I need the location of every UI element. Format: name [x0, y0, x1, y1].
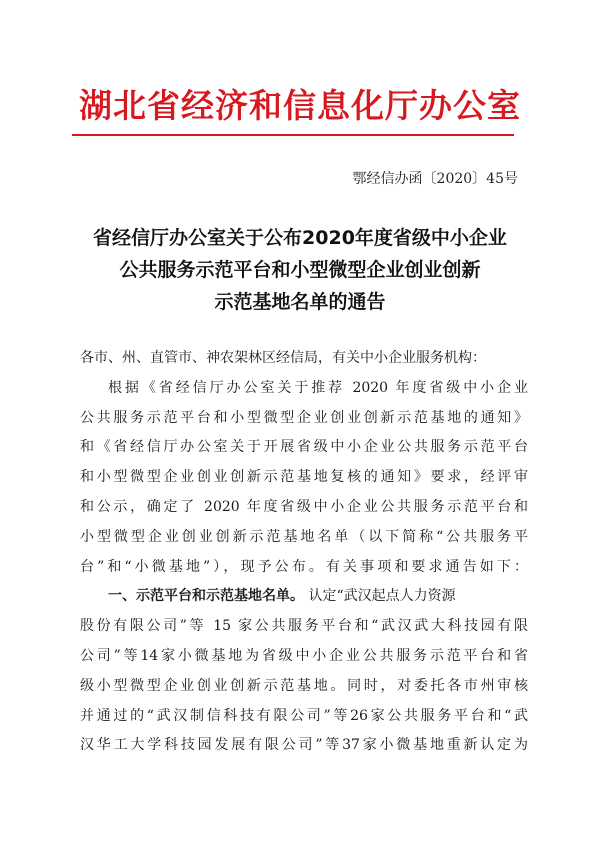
body-line: 级小型微型企业创业创新示范基地。同时，对委托各市州审核	[80, 677, 528, 694]
body-line: 公司”等14家小微基地为省级中小企业公共服务示范平台和省	[80, 647, 528, 664]
body-line: 台”和“小微基地”），现予公布。有关事项和要求通告如下：	[80, 558, 528, 575]
section-1-heading: 一、示范平台和示范基地名单。	[108, 588, 304, 605]
body-line: 汉华工大学科技园发展有限公司”等37家小微基地重新认定为	[80, 737, 528, 754]
section-1-text: 认定“武汉起点人力资源	[308, 588, 456, 605]
title-line: 公共服务示范平台和小型微型企业创业创新	[119, 259, 481, 281]
document-body	[80, 344, 528, 761]
body-line: 根据《省经信厅办公室关于推荐 2020 年度省级中小企业	[108, 379, 528, 396]
section-1-first-line	[80, 582, 528, 612]
body-line: 公共服务示范平台和小型微型企业创业创新示范基地的通知》	[80, 409, 528, 426]
document-number: 鄂经信办函〔2020〕45号	[352, 171, 518, 187]
title-line: 省经信厅办公室关于公布2020年度省级中小企业	[93, 227, 507, 249]
body-line: 和《省经信厅办公室关于开展省级中小企业公共服务示范平台	[80, 439, 528, 456]
body-line: 并通过的“武汉制信科技有限公司”等26家公共服务平台和“武	[80, 707, 528, 724]
body-line: 和小型微型企业创业创新示范基地复核的通知》要求，经评审	[80, 469, 528, 486]
body-line: 股份有限公司”等 15 家公共服务平台和“武汉武大科技园有限	[80, 618, 528, 635]
salutation: 各市、州、直管市、神农架林区经信局，有关中小企业服务机构：	[80, 350, 486, 366]
body-line: 和公示，确定了 2020 年度省级中小企业公共服务示范平台和	[80, 498, 528, 515]
document-title	[60, 222, 540, 318]
red-header-rule	[72, 134, 514, 136]
body-line: 小型微型企业创业创新示范基地名单（以下简称“公共服务平	[80, 528, 528, 545]
title-line: 示范基地名单的通告	[214, 291, 386, 313]
issuing-office-header: 湖北省经济和信息化厅办公室	[79, 86, 521, 125]
